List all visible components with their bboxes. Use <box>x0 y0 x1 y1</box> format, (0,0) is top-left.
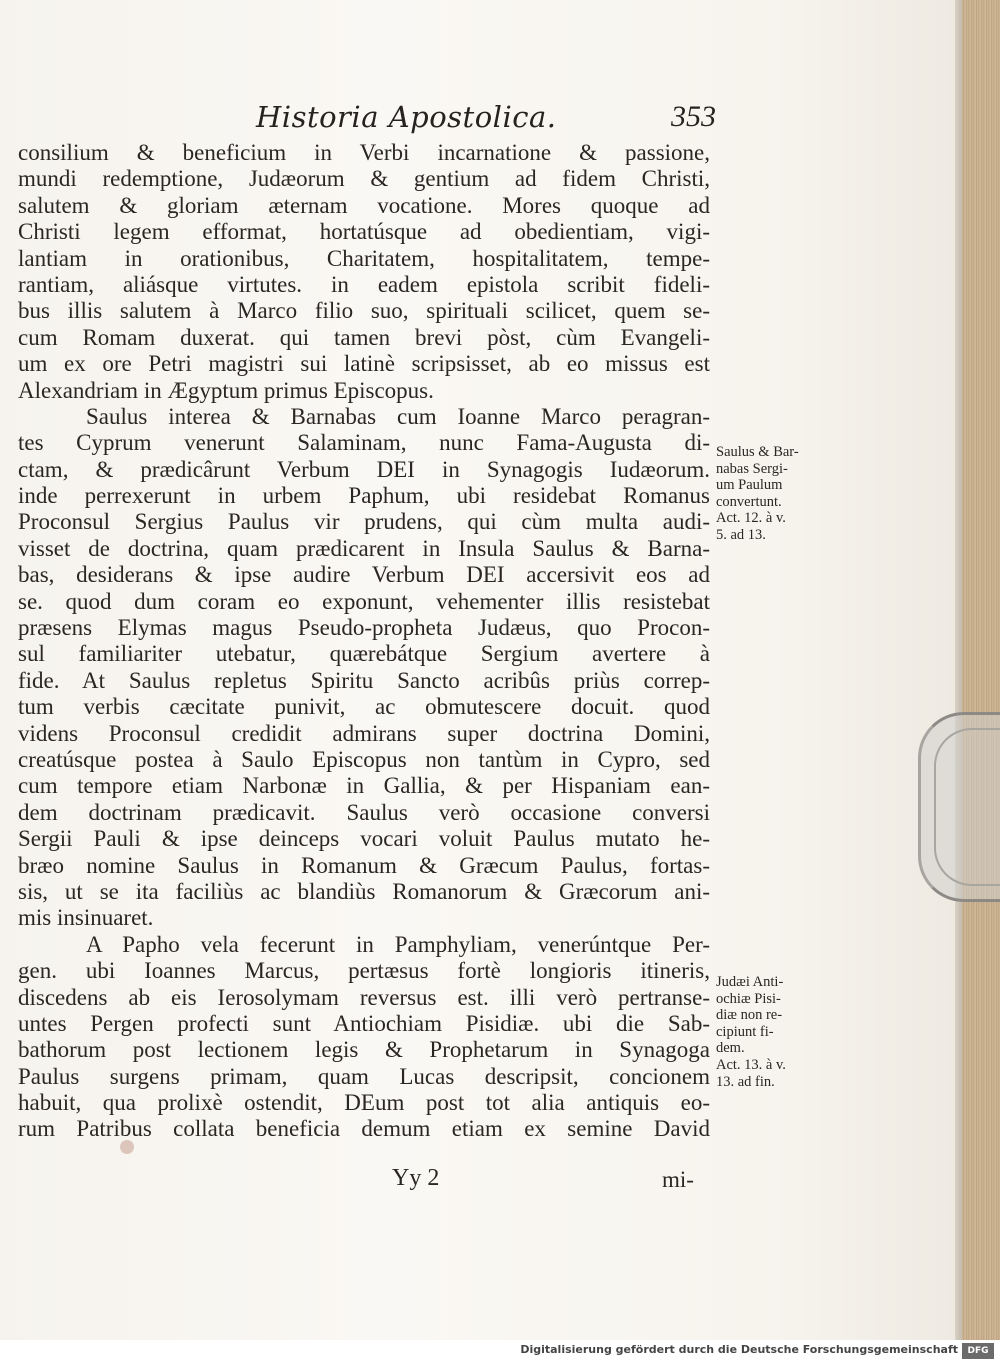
signature-mark: Yy 2 <box>392 1165 440 1191</box>
margin-note-line: convertunt. <box>716 493 782 510</box>
margin-note-line: Judæi Anti- <box>716 974 784 990</box>
credit-bar <box>0 1340 1000 1363</box>
page-number: 353 <box>671 100 716 133</box>
text-line: bas, desiderans & ipse audire Verbum DEI accersivit eos ad <box>18 562 710 588</box>
margin-note-judaei-antiochiae <box>716 974 820 1090</box>
margin-note-line: 13. ad fin. <box>716 1073 775 1090</box>
margin-note-line: 5. ad 13. <box>716 526 766 543</box>
margin-note-line: Act. 13. à v. <box>716 1056 786 1073</box>
margin-note-line: Act. 12. à v. <box>716 510 786 527</box>
margin-note-saulus-barnabas <box>716 444 820 544</box>
text-line: lantiam in orationibus, Charitatem, hospitalitatem, tempe- <box>18 245 710 271</box>
text-line: A Papho vela fecerunt in Pamphyliam, venerúntque Per- <box>86 931 710 957</box>
margin-note-line: ochiæ Pisi- <box>716 990 781 1007</box>
text-line: sul familiariter utebatur, quærebátque Sergium avertere à <box>18 641 710 667</box>
text-line: tum verbis cæcitate punivit, ac obmutescere docuit. quod <box>18 694 710 720</box>
text-line: Paulus surgens primam, quam Lucas descripsit, concionem <box>18 1063 710 1089</box>
text-line: mis insinuaret. <box>18 905 154 931</box>
text-line: sis, ut se ita faciliùs ac blandiùs Romanorum & Græcorum ani- <box>18 878 710 904</box>
margin-note-line: diæ non re- <box>716 1007 783 1024</box>
margin-note-line: nabas Sergi- <box>716 460 788 477</box>
body-text <box>18 140 710 1143</box>
running-head <box>256 100 716 140</box>
text-line: ctam, & prædicârunt Verbum DEI in Synagogis Iudæorum. <box>18 456 710 482</box>
text-line: mundi redemptione, Judæorum & gentium ad fidem Christi, <box>18 166 710 192</box>
text-line: se. quod dum coram eo exponunt, vehementer illis resistebat <box>18 588 710 614</box>
text-line: fide. At Saulus repletus Spiritu Sancto acribûs priùs correp- <box>18 667 710 693</box>
margin-note-line: dem. <box>716 1040 745 1057</box>
text-line: creatúsque postea à Saulo Episcopus non tantùm in Cypro, sed <box>18 746 710 772</box>
text-line: Sergii Pauli & ipse deinceps vocari voluit Paulus mutato he- <box>18 826 710 852</box>
text-line: untes Pergen profecti sunt Antiochiam Pisidiæ. ubi die Sab- <box>18 1010 710 1036</box>
margin-note-line: um Paulum <box>716 477 783 494</box>
text-line: cum tempore etiam Narbonæ in Gallia, & per Hispaniam ean- <box>18 773 710 799</box>
book-fore-edge <box>962 0 1000 1340</box>
text-line: Alexandriam in Ægyptum primus Episcopus. <box>18 377 434 403</box>
text-line: Proconsul Sergius Paulus vir prudens, qui cùm multa audi- <box>18 509 710 535</box>
text-line: habuit, qua prolixè ostendit, DEum post tot alia antiquis eo- <box>18 1090 710 1116</box>
dfg-logo: DFG <box>962 1343 994 1359</box>
text-line: rantiam, aliásque virtutes. in eadem epistola scribit fideli- <box>18 271 710 297</box>
text-line: præsens Elymas magus Pseudo-propheta Judæus, quo Procon- <box>18 615 710 641</box>
text-line: bus illis salutem à Marco filio suo, spirituali scilicet, quem se- <box>18 298 710 324</box>
text-line: consilium & beneficium in Verbi incarnatione & passione, <box>18 140 710 165</box>
text-line: rum Patribus collata beneficia demum etiam ex semine David <box>18 1116 710 1142</box>
text-line: cum Romam duxerat. qui tamen brevi pòst, cùm Evangeli- <box>18 324 710 350</box>
text-line: salutem & gloriam æternam vocatione. Mores quoque ad <box>18 192 710 218</box>
text-line: gen. ubi Ioannes Marcus, pertæsus fortè longioris itineris, <box>18 958 710 984</box>
text-line: Christi legem efformat, hortatúsque ad obedientiam, vigi- <box>18 219 710 245</box>
paper-clip-inner <box>934 728 1000 886</box>
text-line: discedens ab eis Ierosolymam reversus est. illi verò pertranse- <box>18 984 710 1010</box>
credit-text: Digitalisierung gefördert durch die Deutsche Forschungsgemeinschaft <box>520 1343 958 1356</box>
text-line: visset de doctrina, quam prædicarent in Insula Saulus & Barna- <box>18 535 710 561</box>
catchword: mi- <box>662 1167 694 1192</box>
text-line: dem doctrinam prædicavit. Saulus verò occasione conversi <box>18 799 710 825</box>
text-line: um ex ore Petri magistri sui latinè scripsisset, ab eo missus est <box>18 351 710 377</box>
running-head-title: Historia Apostolica. <box>256 100 557 134</box>
text-line: bræo nomine Saulus in Romanum & Græcum Paulus, fortas- <box>18 852 710 878</box>
margin-note-line: Saulus & Bar- <box>716 444 799 460</box>
text-line: bathorum post lectionem legis & Prophetarum in Synagoga <box>18 1037 710 1063</box>
margin-note-line: cipiunt fi- <box>716 1023 774 1040</box>
text-line: videns Proconsul credidit admirans super doctrina Domini, <box>18 720 710 746</box>
text-line: tes Cyprum venerunt Salaminam, nunc Fama-Augusta di- <box>18 430 710 456</box>
text-line: inde perrexerunt in urbem Paphum, ubi residebat Romanus <box>18 483 710 509</box>
text-line: Saulus interea & Barnabas cum Ioanne Marco peragran- <box>86 403 710 429</box>
